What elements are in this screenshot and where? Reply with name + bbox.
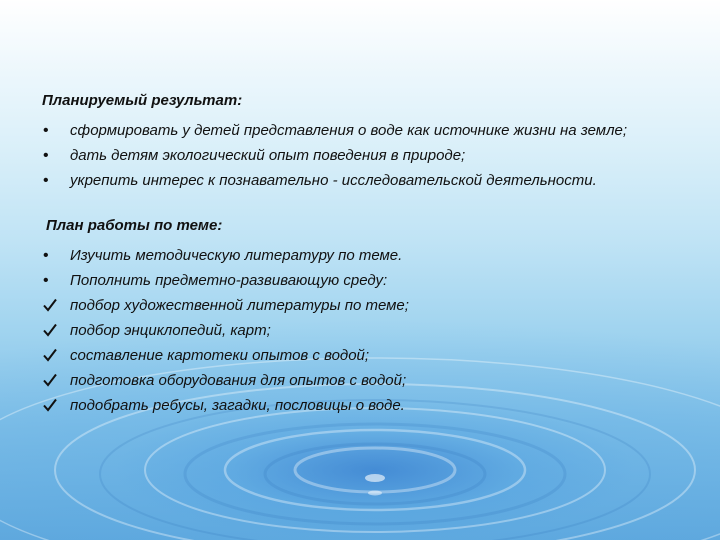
checkmark-icon: [43, 345, 61, 362]
list-item-text: подбор художественной литературы по теме;: [70, 297, 409, 314]
list-item-text: сформировать у детей представления о воде как источнике жизни на земле;: [70, 122, 628, 139]
bullet-dot-icon: •: [43, 172, 49, 189]
list-item-text: составление картотеки опытов с водой;: [70, 347, 370, 364]
list-item-text: подобрать ребусы, загадки, пословицы о воде.: [70, 397, 405, 414]
checkmark-icon: [43, 320, 61, 337]
checkmark-icon: [43, 295, 61, 312]
bullet-dot-icon: •: [43, 272, 49, 289]
list-item-text: укрепить интерес к познавательно - исследовательской деятельности.: [70, 172, 597, 189]
bullet-dot-icon: •: [43, 247, 49, 264]
planned-result-list: [40, 120, 680, 191]
check-list-item: [40, 345, 680, 366]
list-item: [40, 145, 680, 166]
work-plan-heading: План работы по теме:: [46, 217, 223, 234]
check-list-item: [40, 295, 680, 316]
list-item: [40, 245, 680, 266]
list-item-text: подготовка оборудования для опытов с водой;: [70, 372, 407, 389]
bullet-dot-icon: •: [43, 122, 49, 139]
list-item: [40, 170, 680, 191]
list-item: [40, 120, 680, 141]
checkmark-icon: [43, 395, 61, 412]
list-item: [40, 270, 680, 291]
checkmark-icon: [43, 370, 61, 387]
check-list-item: [40, 320, 680, 341]
work-plan-list: [40, 245, 680, 416]
list-item-text: Изучить методическую литературу по теме.: [70, 247, 403, 264]
list-item-text: подбор энциклопедий, карт;: [70, 322, 271, 339]
list-item-text: Пополнить предметно-развивающую среду:: [70, 272, 388, 289]
check-list-item: [40, 395, 680, 416]
slide-content: [40, 92, 680, 420]
planned-result-heading: Планируемый результат:: [42, 92, 243, 109]
check-list-item: [40, 370, 680, 391]
bullet-dot-icon: •: [43, 147, 49, 164]
list-item-text: дать детям экологический опыт поведения в природе;: [70, 147, 466, 164]
